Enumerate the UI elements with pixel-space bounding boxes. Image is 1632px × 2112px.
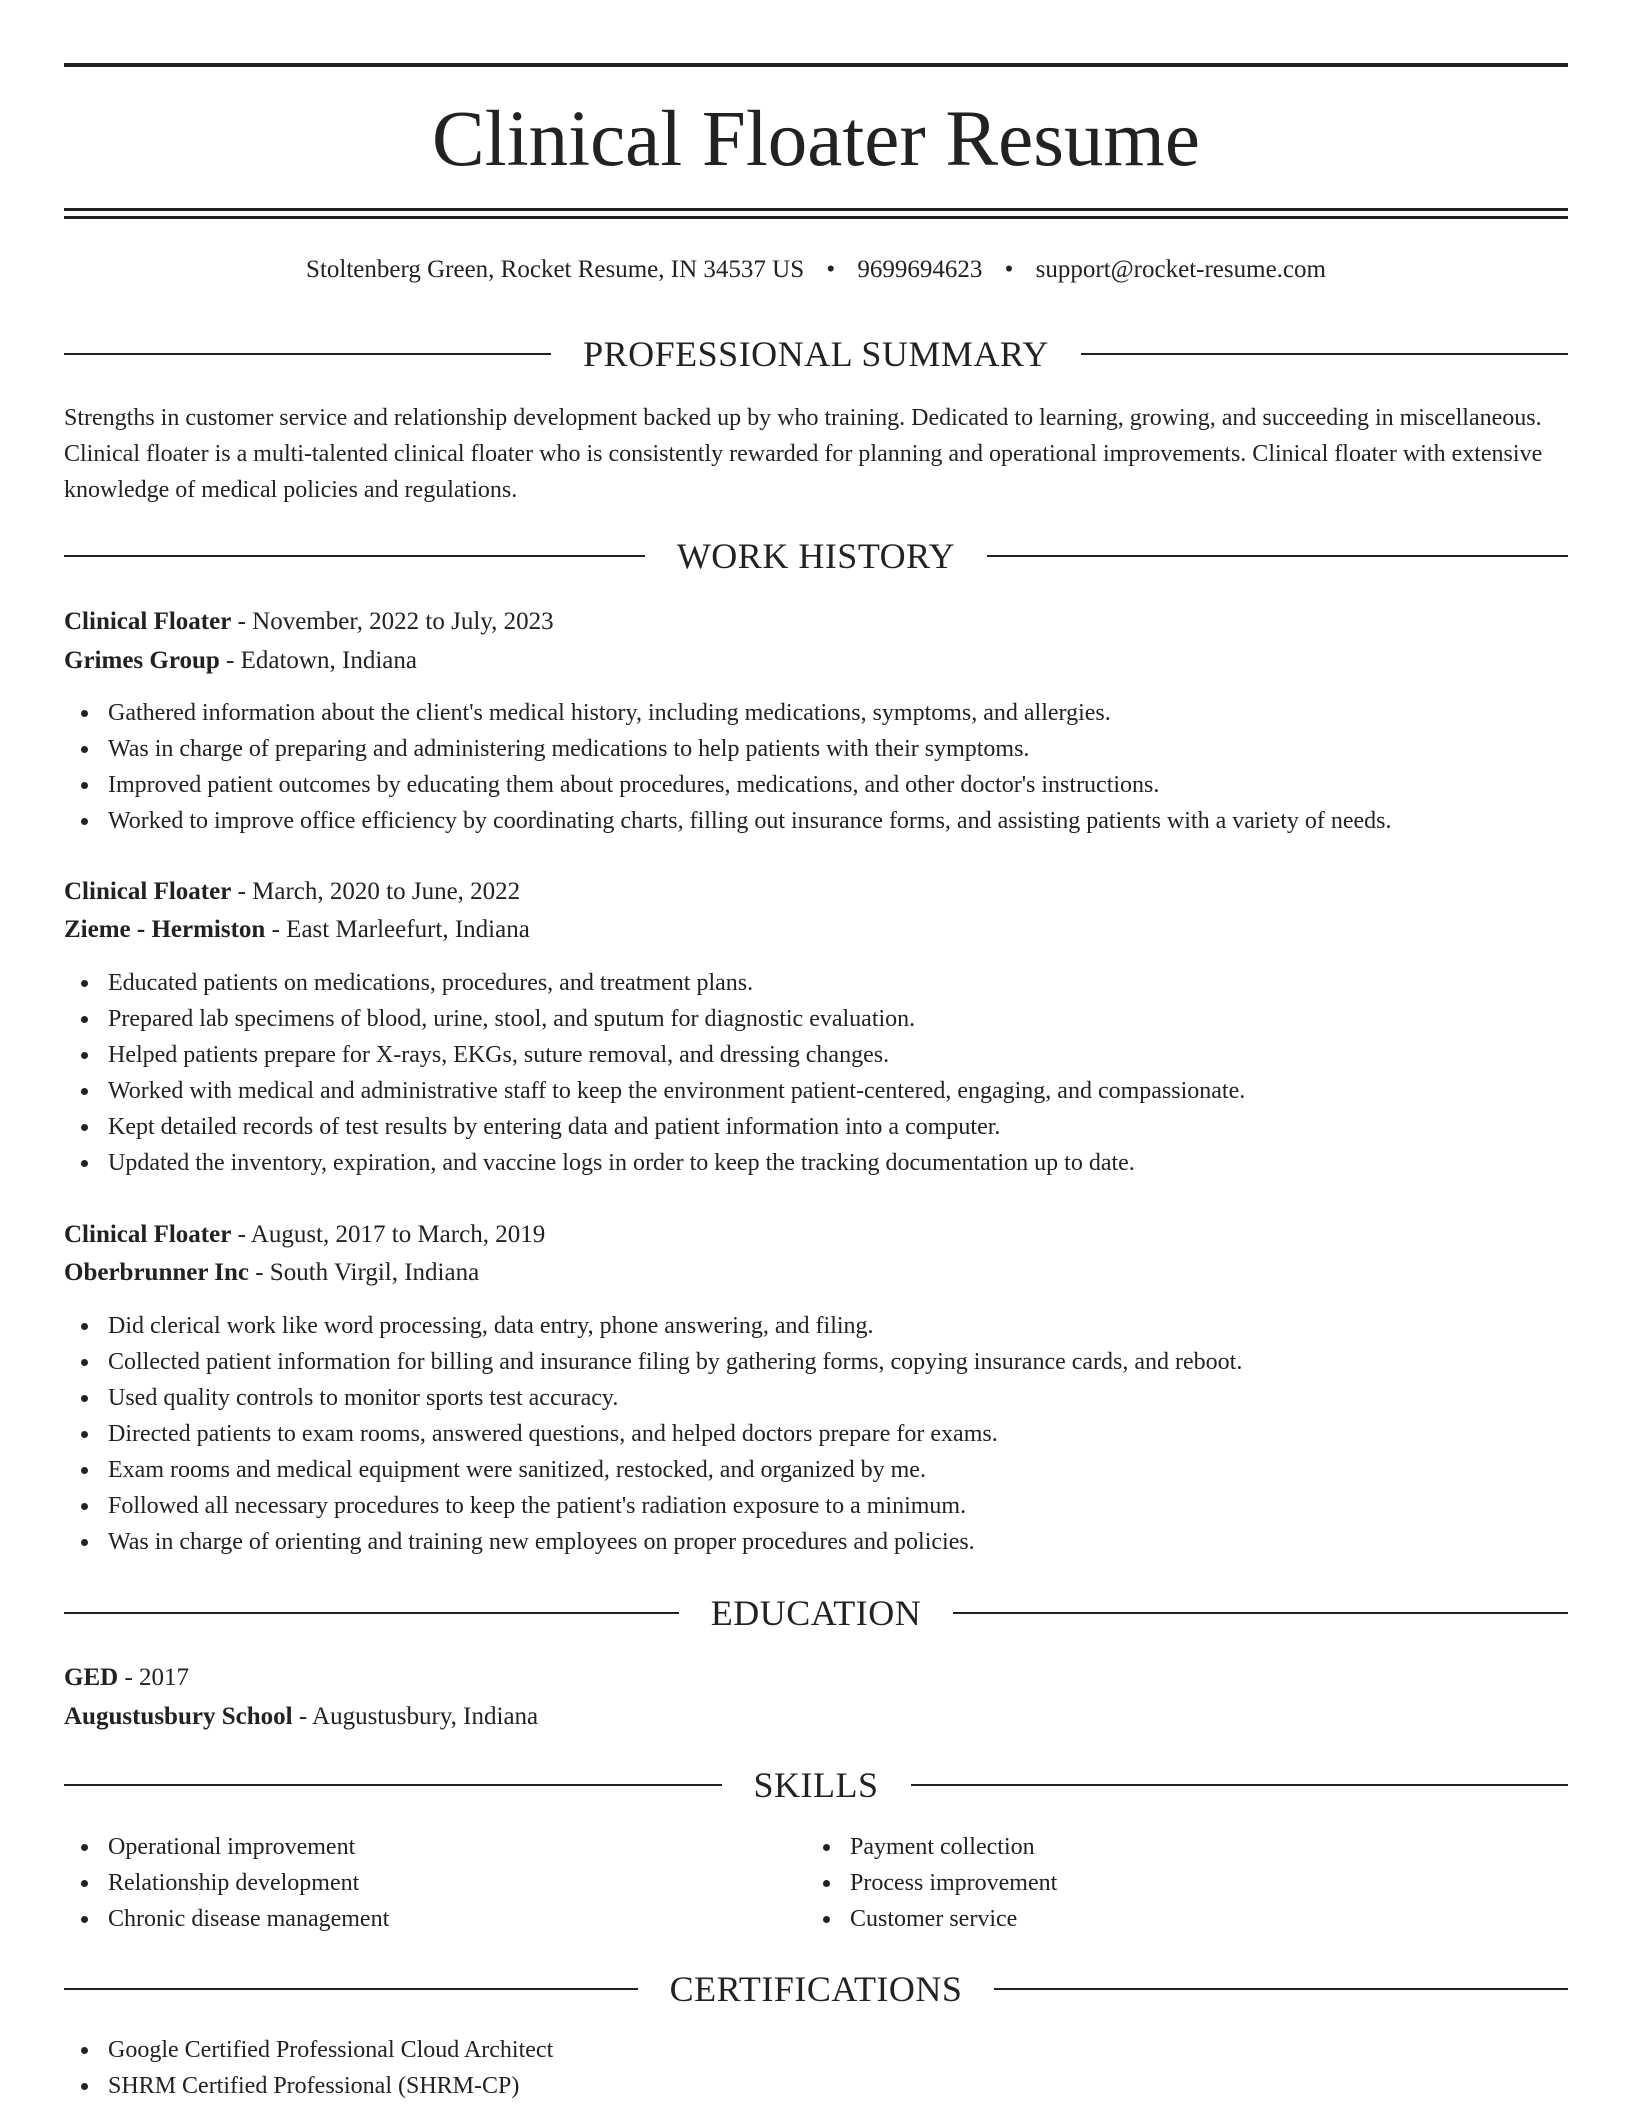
list-item: Payment collection: [806, 1829, 1057, 1865]
summary-text: Strengths in customer service and relationship development backed up by who training. Dedicated to learning, growing, and succeeding in miscellaneous. Clinical floater is a multi-talented clinical floater who is consistently rewarded for planning and operational improvements. Clinical floater with extensive knowledge of medical policies and regulations.: [64, 405, 1543, 503]
job-title-line: [64, 1217, 545, 1253]
job-company: Grimes Group: [64, 647, 220, 674]
job-bullets: [64, 965, 1245, 1181]
education-degree: GED: [64, 1664, 119, 1691]
education-location: - Augustusbury, Indiana: [292, 1703, 539, 1730]
list-item: Chronic disease management: [64, 1901, 389, 1937]
job-bullets: [64, 1308, 1242, 1560]
heading-rule: [64, 1988, 638, 1990]
job-bullets: [64, 695, 1392, 839]
job-dates: - November, 2022 to July, 2023: [231, 608, 554, 635]
heading-rule: [64, 353, 551, 355]
education-year: - 2017: [118, 1664, 190, 1691]
list-item: SHRM Certified Professional (SHRM-CP): [64, 2068, 553, 2104]
list-item: Worked with medical and administrative staff to keep the environment patient-centered, engaging, and compassionate.: [64, 1073, 1245, 1109]
job-dates: - August, 2017 to March, 2019: [231, 1221, 546, 1248]
job-company: Zieme - Hermiston: [64, 916, 266, 943]
heading-rule: [64, 1784, 722, 1786]
job-title: Clinical Floater: [64, 878, 232, 905]
skills-list-left: [64, 1829, 389, 1937]
list-item: Collected patient information for billing and insurance filing by gathering forms, copying insurance cards, and reboot.: [64, 1344, 1242, 1380]
contact-phone: 9699694623: [857, 256, 983, 283]
heading-rule: [953, 1612, 1568, 1614]
list-item: Followed all necessary procedures to keep the patient's radiation exposure to a minimum.: [64, 1488, 1242, 1524]
contact-separator: •: [1004, 256, 1014, 283]
list-item: Google Certified Professional Cloud Architect: [64, 2032, 553, 2068]
list-item: Customer service: [806, 1901, 1057, 1937]
title-double-rule-top: [64, 208, 1568, 211]
list-item: Was in charge of preparing and administering medications to help patients with their symptoms.: [64, 731, 1392, 767]
list-item: Operational improvement: [64, 1829, 389, 1865]
section-heading-summary: [64, 332, 1568, 376]
section-heading-education: [64, 1591, 1568, 1635]
list-item: Updated the inventory, expiration, and vaccine logs in order to keep the tracking documentation up to date.: [64, 1145, 1245, 1181]
job-dates: - March, 2020 to June, 2022: [231, 878, 521, 905]
list-item: Did clerical work like word processing, data entry, phone answering, and filing.: [64, 1308, 1242, 1344]
skills-list-right: [806, 1829, 1057, 1937]
job-title-line: [64, 604, 554, 640]
heading-rule: [987, 555, 1568, 557]
job-location: - Edatown, Indiana: [219, 647, 417, 674]
list-item: Gathered information about the client's medical history, including medications, symptoms, and allergies.: [64, 695, 1392, 731]
list-item: Improved patient outcomes by educating them about procedures, medications, and other doctor's instructions.: [64, 767, 1392, 803]
list-item: Relationship development: [64, 1865, 389, 1901]
page-title: Clinical Floater Resume: [432, 96, 1200, 183]
education-school-line: [64, 1699, 538, 1735]
job-location: - East Marleefurt, Indiana: [265, 916, 530, 943]
top-rule: [64, 63, 1568, 67]
heading-rule: [64, 555, 645, 557]
contact-line: [64, 252, 1568, 288]
contact-address: Stoltenberg Green, Rocket Resume, IN 34537 US: [306, 256, 805, 283]
job-location: - South Virgil, Indiana: [248, 1259, 480, 1286]
heading-rule: [994, 1988, 1568, 1990]
job-company: Oberbrunner Inc: [64, 1259, 249, 1286]
section-title: EDUCATION: [710, 1593, 922, 1633]
list-item: Worked to improve office efficiency by coordinating charts, filling out insurance forms, and assisting patients with a variety of needs.: [64, 803, 1392, 839]
job-company-line: [64, 1255, 479, 1291]
job-title: Clinical Floater: [64, 1221, 232, 1248]
list-item: Was in charge of orienting and training new employees on proper procedures and policies.: [64, 1524, 1242, 1560]
heading-rule: [1081, 353, 1568, 355]
section-title: WORK HISTORY: [676, 536, 956, 576]
education-degree-line: [64, 1660, 189, 1696]
section-title: SKILLS: [753, 1765, 879, 1805]
heading-rule: [64, 1612, 679, 1614]
list-item: Helped patients prepare for X-rays, EKGs, suture removal, and dressing changes.: [64, 1037, 1245, 1073]
list-item: Used quality controls to monitor sports test accuracy.: [64, 1380, 1242, 1416]
contact-separator: •: [826, 256, 836, 283]
section-title: CERTIFICATIONS: [669, 1969, 963, 2009]
section-heading-certifications: [64, 1967, 1568, 2011]
job-title: Clinical Floater: [64, 608, 232, 635]
certifications-list: [64, 2032, 553, 2104]
section-heading-work-history: [64, 534, 1568, 578]
list-item: Directed patients to exam rooms, answered questions, and helped doctors prepare for exams.: [64, 1416, 1242, 1452]
contact-email: support@rocket-resume.com: [1035, 256, 1326, 283]
job-company-line: [64, 912, 530, 948]
education-school: Augustusbury School: [64, 1703, 293, 1730]
list-item: Prepared lab specimens of blood, urine, stool, and sputum for diagnostic evaluation.: [64, 1001, 1245, 1037]
section-title: PROFESSIONAL SUMMARY: [583, 334, 1049, 374]
list-item: Kept detailed records of test results by entering data and patient information into a computer.: [64, 1109, 1245, 1145]
list-item: Educated patients on medications, procedures, and treatment plans.: [64, 965, 1245, 1001]
heading-rule: [911, 1784, 1569, 1786]
job-title-line: [64, 874, 520, 910]
title-double-rule-bottom: [64, 216, 1568, 219]
section-heading-skills: [64, 1763, 1568, 1807]
list-item: Process improvement: [806, 1865, 1057, 1901]
list-item: Exam rooms and medical equipment were sanitized, restocked, and organized by me.: [64, 1452, 1242, 1488]
job-company-line: [64, 643, 417, 679]
